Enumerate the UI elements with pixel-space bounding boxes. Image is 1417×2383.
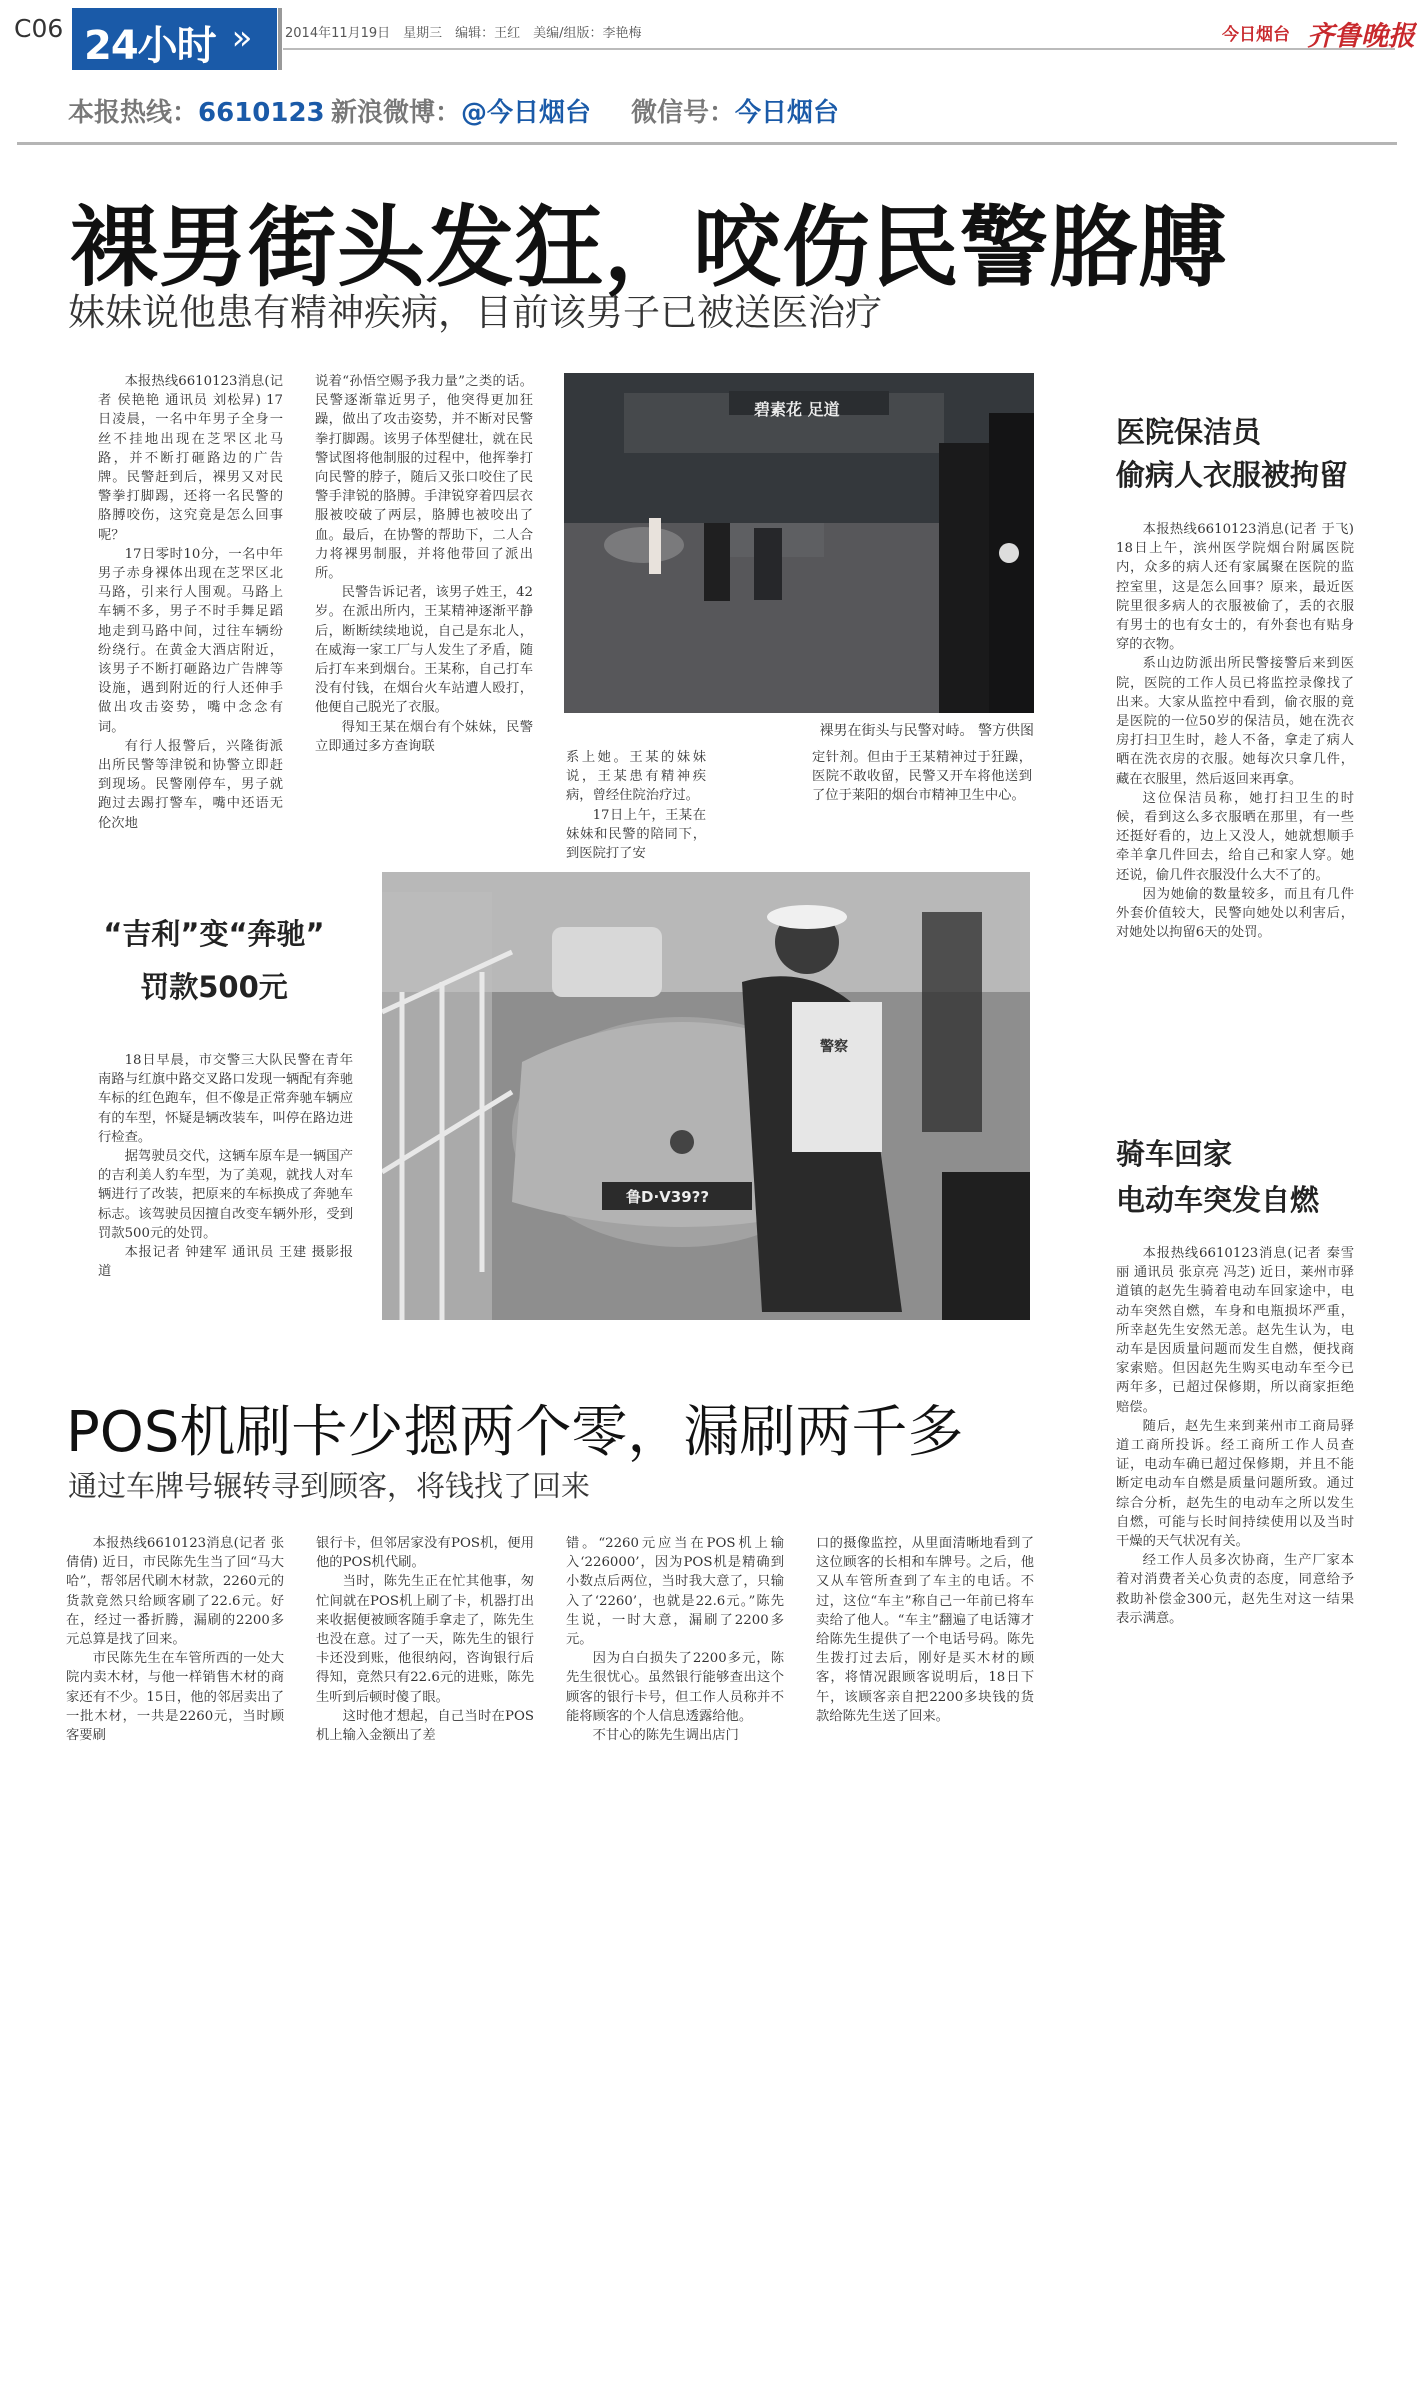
paragraph: 因为白白损失了2200多元，陈先生很忧心。虽然银行能够查出这个顾客的银行卡号，但工作人员称并不能将顾客的个人信息透露给他。 bbox=[566, 1651, 784, 1724]
story3-headline-line1: “吉利”变“奔驰” bbox=[103, 917, 325, 951]
story5-column-4 bbox=[816, 1534, 1034, 1726]
paragraph: 系上她。王某的妹妹说，王某患有精神疾病，曾经住院治疗过。 bbox=[566, 750, 706, 804]
story5-headline: POS机刷卡少摁两个零，漏刷两千多 bbox=[66, 1400, 964, 1465]
paragraph: 17日零时10分，一名中年男子赤身裸体出现在芝罘区北马路，引来行人围观。马路上车辆不多，男子不时手舞足蹈地走到马路中间，过往车辆纷纷绕行。在黄金大酒店附近，该男子不断打砸路边广告牌等设施，遇到附近的行人还伸手做出攻击姿势，嘴中念念有词。 bbox=[98, 546, 283, 735]
street-scene-image bbox=[564, 373, 1034, 713]
story3-headline-line2: 罚款500元 bbox=[140, 970, 288, 1004]
hotline bbox=[68, 92, 325, 129]
paper-logo: 齐鲁晚报 bbox=[1307, 21, 1415, 52]
paragraph: 银行卡，但邻居家没有POS机，便用他的POS机代刷。 bbox=[316, 1536, 534, 1571]
story4-headline-line2: 电动车突发自燃 bbox=[1116, 1183, 1320, 1217]
story1-headline: 裸男街头发狂，咬伤民警胳膊 bbox=[70, 196, 1228, 299]
story5-subheadline: 通过车牌号辗转寻到顾客，将钱找了回来 bbox=[68, 1469, 591, 1503]
shop-sign-text: 碧素花 足道 bbox=[754, 400, 840, 419]
issue-meta: 2014年11月19日 星期三 编辑：王红 美编/组版：李艳梅 bbox=[285, 26, 642, 41]
story1-column-3 bbox=[566, 748, 706, 863]
paragraph: 17日上午，王某在妹妹和民警的陪同下，到医院打了安 bbox=[566, 807, 706, 862]
license-plate: 鲁D·V39?? bbox=[626, 1188, 710, 1206]
story2-body bbox=[1116, 520, 1354, 942]
paragraph: 错。“2260元应当在POS机上输入‘226000’，因为POS机是精确到小数点后两位，当时我大意了，只输入了‘2260’，也就是22.6元。”陈先生说，一时大意，漏刷了2200多元。 bbox=[566, 1536, 784, 1648]
page-number: C06 bbox=[14, 14, 64, 43]
police-car-image bbox=[382, 872, 1030, 1320]
paragraph: 定针剂。但由于王某精神过于狂躁，医院不敢收留，民警又开车将他送到了位于莱阳的烟台市精神卫生中心。 bbox=[812, 750, 1032, 804]
paragraph: 本报记者 钟建军 通讯员 王建 摄影报道 bbox=[98, 1245, 353, 1280]
story4-body bbox=[1116, 1244, 1354, 1628]
story2-headline-line1: 医院保洁员 bbox=[1116, 415, 1262, 449]
story1-column-1 bbox=[98, 372, 283, 833]
story1-photo bbox=[564, 373, 1034, 713]
story1-subheadline: 妹妹说他患有精神疾病，目前该男子已被送医治疗 bbox=[68, 291, 882, 334]
story3-photo bbox=[382, 872, 1030, 1320]
paragraph: 当时，陈先生正在忙其他事，匆忙间就在POS机上刷了卡，机器打出来收据便被顾客随手拿走了，陈先生也没在意。过了一天，陈先生的银行卡还没到账，他很纳闷，咨询银行后得知，竟然只有22.6元的进账，陈先生听到后顿时傻了眼。 bbox=[316, 1574, 534, 1705]
double-arrow-icon: » bbox=[231, 18, 253, 58]
wechat-label: 微信号： bbox=[631, 98, 736, 128]
wechat-value: 今日烟台 bbox=[735, 98, 840, 128]
site-name: 今日烟台 bbox=[1222, 25, 1290, 45]
story5-column-3 bbox=[566, 1534, 784, 1745]
paragraph: 本报热线6610123消息(记者 张倩倩) 近日，市民陈先生当了回“马大哈”，帮邻居代刷木材款，2260元的货款竟然只给顾客刷了22.6元。好在，经过一番折腾，漏刷的2200多元总算是找了回来。 bbox=[66, 1536, 284, 1648]
weibo-label: 新浪微博： bbox=[331, 98, 462, 128]
hotline-value: 6610123 bbox=[198, 98, 325, 128]
paragraph: 18日早晨，市交警三大队民警在青年南路与红旗中路交叉路口发现一辆配有奔驰车标的红色跑车，但不像是正常奔驰车辆应有的车型，怀疑是辆改装车，叫停在路边进行检查。 bbox=[98, 1053, 353, 1145]
section-title: 24小时 bbox=[84, 23, 216, 69]
wechat bbox=[631, 92, 839, 129]
paragraph: 民警告诉记者，该男子姓王，42岁。在派出所内，王某精神逐渐平静后，断断续续地说，自己是东北人，在威海一家工厂与人发生了矛盾，随后打车来到烟台。王某称，自己打车没有付钱，在烟台火车站遭人殴打，他便自己脱光了衣服。 bbox=[315, 585, 533, 716]
hotline-rule bbox=[17, 142, 1397, 145]
hotline-label: 本报热线： bbox=[68, 98, 199, 128]
paragraph: 随后，赵先生来到莱州市工商局驿道工商所投诉。经工商所工作人员查证，电动车确已超过保修期，并且不能断定电动车自燃是质量问题所致。通过综合分析，赵先生的电动车之所以发生自燃，可能与长时间持续使用以及当时干燥的天气状况有关。 bbox=[1116, 1418, 1354, 1550]
paragraph: 不甘心的陈先生调出店门 bbox=[592, 1728, 739, 1744]
story1-column-2 bbox=[315, 372, 533, 756]
paragraph: 系山边防派出所民警接警后来到医院，医院的工作人员已将监控录像找了出来。大家从监控中看到，偷衣服的竟是医院的一位50岁的保洁员，她在洗衣房打扫卫生时，趁人不备，拿走了病人晒在洗衣房的衣服。她每次只拿几件，藏在衣服里，然后返回来再拿。 bbox=[1116, 656, 1354, 787]
paragraph: 市民陈先生在车管所西的一处大院内卖木材，与他一样销售木材的商家还有不少。15日，他的邻居卖出了一批木材，一共是2260元，当时顾客要刷 bbox=[66, 1651, 284, 1744]
police-vest-label: 警察 bbox=[820, 1039, 848, 1055]
logo-divider bbox=[278, 8, 282, 70]
paragraph: 据驾驶员交代，这辆车原车是一辆国产的吉利美人豹车型，为了美观，就找人对车辆进行了改装，把原来的车标换成了奔驰车标志。该驾驶员因擅自改变车辆外形，受到罚款500元的处罚。 bbox=[98, 1149, 353, 1241]
header-rule bbox=[283, 48, 1395, 50]
paragraph: 本报热线6610123消息(记者 秦雪丽 通讯员 张京亮 冯芝) 近日，莱州市驿道镇的赵先生骑着电动车回家途中，电动车突然自燃，车身和电瓶损坏严重，所幸赵先生安然无恙。赵先生认为，电动车是因质量问题而发生自燃，便找商家索赔。但因赵先生购买电动车至今已两年多，已超过保修期，所以商家拒绝赔偿。 bbox=[1116, 1246, 1354, 1415]
weibo bbox=[331, 92, 591, 129]
paragraph: 因为她偷的数量较多，而且有几件外套价值较大，民警向她处以利害后，对她处以拘留6天的处罚。 bbox=[1116, 886, 1354, 941]
paragraph: 有行人报警后，兴隆街派出所民警等津锐和协警立即赶到现场。民警刚停车，男子就跑过去踢打警车，嘴中还语无伦次地 bbox=[98, 738, 283, 831]
paragraph: 口的摄像监控，从里面清晰地看到了这位顾客的长相和车牌号。之后，他又从车管所查到了车主的电话。不过，这位“车主”称自己一年前已将车卖给了他人。“车主”翻遍了电话簿才给陈先生提供了一个电话号码。陈先生拨打过去后，刚好是买木材的顾客，将情况跟顾客说明后，18日下午，该顾客亲自把2200多块钱的货款给陈先生送了回来。 bbox=[816, 1536, 1034, 1724]
paragraph: 这位保洁员称，她打扫卫生的时候，看到这么多衣服晒在那里，有一些还挺好看的，边上又没人，她就想顺手牵羊拿几件回去，给自己和家人穿。她还说，偷几件衣服没什么大不了的。 bbox=[1116, 790, 1354, 883]
story2-headline-line2: 偷病人衣服被拘留 bbox=[1116, 458, 1349, 492]
paragraph: 说着“孙悟空赐予我力量”之类的话。民警逐渐靠近男子，他突得更加狂躁，做出了攻击姿势，并不断对民警拳打脚踢。该男子体型健壮，就在民警试图将他制服的过程中，他挥拳打向民警的脖子，随后又张口咬住了民警手津锐的胳膊。手津锐穿着四层衣服被咬破了两层，胳膊也被咬出了血。最后，在协警的帮助下，二人合力将裸男制服，并将他带回了派出所。 bbox=[315, 374, 533, 582]
story4-headline-line1: 骑车回家 bbox=[1116, 1137, 1233, 1171]
weibo-value: @今日烟台 bbox=[461, 98, 592, 128]
story3-body bbox=[98, 1051, 353, 1281]
paragraph: 本报热线6610123消息(记者 于飞) 18日上午，滨州医学院烟台附属医院内，众多的病人还有家属聚在医院的监控室里，这是怎么回事？原来，最近医院里很多病人的衣服被偷了，丢的衣服有男士的也有女士的，有外套也有贴身穿的衣物。 bbox=[1116, 522, 1354, 653]
story1-photo-caption: 裸男在街头与民警对峙。 警方供图 bbox=[819, 723, 1034, 739]
paragraph: 得知王某在烟台有个妹妹，民警立即通过多方查询联 bbox=[315, 719, 533, 754]
paragraph: 经工作人员多次协商，生产厂家本着对消费者关心负责的态度，同意给予救助补偿金300元，赵先生对这一结果表示满意。 bbox=[1116, 1553, 1354, 1626]
story5-column-2 bbox=[316, 1534, 534, 1745]
story1-column-4 bbox=[812, 748, 1032, 806]
paragraph: 这时他才想起，自己当时在POS机上输入金额出了差 bbox=[316, 1708, 534, 1744]
story5-column-1 bbox=[66, 1534, 284, 1745]
paragraph: 本报热线6610123消息(记者 侯艳艳 通讯员 刘松昇) 17日凌晨，一名中年男子全身一丝不挂地出现在芝罘区北马路，并不断打砸路边的广告牌。民警赶到后，裸男又对民警拳打脚踢，还将一名民警的胳膊咬伤，这究竟是怎么回事呢？ bbox=[98, 374, 283, 543]
